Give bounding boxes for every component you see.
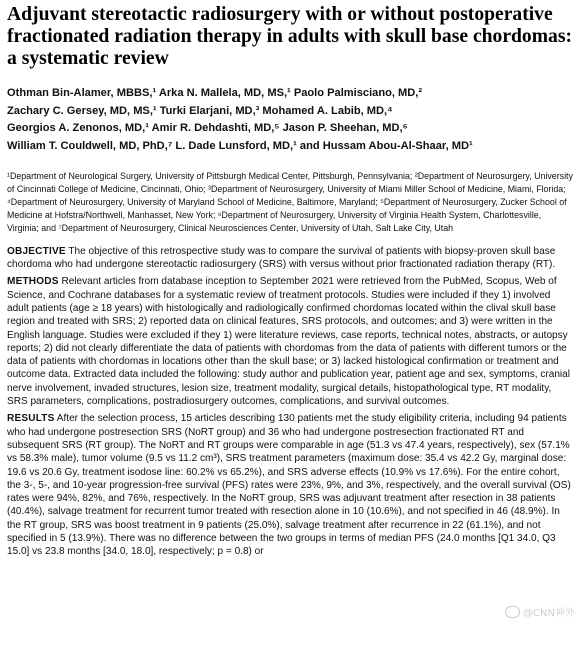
watermark-logo-icon (505, 606, 520, 618)
methods-text: Relevant articles from database inception to September 2021 were retrieved from the PubMed, Scopus, Web of Science, and Cochrane databases for a systematic review of treatment protocols. Studies were included if they 1) involved adult patients (age ≥ 18 years) with histologically and radiologically confirmed chordomas located within the clival skull base region and treated with SRS; 2) reported data on clinical features, SRS protocols, and outcomes; and 3) were written in the English language. Studies were excluded if they 1) were literature reviews, case reports, technical notes, abstracts, or autopsy reports; 2) did not clearly differentiate the data of patients with chordomas from the data of patients with different tumors or the data of patients with chordomas in locations other than the skull base; or 3) lacked histological confirmation or treatment and outcome data. Extracted data included the following: study author and publication year, patient age and sex, symptoms, cranial nerve involvement, invaded structures, lesion size, treatment modality, surgical details, histopathological type, RT modality, SRS parameters, complications, postradiosurgery outcomes, complications, and survival outcomes. (7, 276, 570, 408)
results-text: After the selection process, 15 articles describing 130 patients met the study eligibility criteria, including 94 patients who had undergone postresection SRS (NoRT group) and 36 who had undergone postresection fractionated RT and subsequent SRS (RT group). The NoRT and RT groups were comparable in age (51.3 vs 47.4 years, respectively), sex (57.1% vs 58.3% male), tumor volume (9.5 vs 11.2 cm³), SRS treatment parameters (maximum dose: 35.4 vs 42.2 Gy, marginal dose: 19.6 vs 20.6 Gy, treatment isodose line: 60.2% vs 65.2%), and SRS adverse effects (10.9% vs 17.6%). For the entire cohort, the 3-, 5-, and 10-year progression-free survival (PFS) rates were 23%, 9%, and 3%, respectively, and the overall survival (OS) rates were 94%, 82%, and 76%, respectively. In the NoRT group, SRS was adjuvant treatment after resection in 38 patients (40.4%), salvage treatment for recurrent tumor treated with resection alone in 10 (10.6%), and not specified in 46 (48.9%). In the RT group, SRS was boost treatment in 9 patients (25.0%), salvage treatment after recurrence in 22 (61.1%), and not specified in 5 (13.9%). There was no difference between the two groups in terms of median PFS (24.0 months [Q1 34.0, Q3 15.0] vs 23.8 months [34.0, 18.0], respectively; p = 0.8) or (7, 413, 571, 558)
methods-label: METHODS (7, 276, 59, 288)
objective-section (7, 245, 573, 272)
paper-page (7, 4, 573, 562)
author-line: Othman Bin-Alamer, MBBS,¹ Arka N. Mallela, MD, MS,¹ Paolo Palmisciano, MD,² (7, 87, 423, 99)
watermark (505, 604, 575, 619)
results-label: RESULTS (7, 413, 55, 425)
objective-label: OBJECTIVE (7, 245, 66, 257)
affiliations: ¹Department of Neurological Surgery, University of Pittsburgh Medical Center, Pittsburgh, Pennsylvania; ²Department of Neurosurgery, University of Cincinnati College of Medicine, Cincinnati, Ohio; ³Department of Neurosurgery, University of Miami Miller School of Medicine, Miami, Florida; ⁴Department of Neurosurgery, University of Maryland School of Medicine, Baltimore, Maryland; ⁵Department of Neurosurgery, Zucker School of Medicine at Hofstra/Northwell, Manhasset, New York; ⁶Department of Neurosurgery, University of Virginia Health System, Charlottesville, Virginia; and ⁷Department of Neurosurgery, Clinical Neurosciences Center, University of Utah, Salt Lake City, Utah (7, 170, 573, 233)
author-line: Zachary C. Gersey, MD, MS,¹ Turki Elarjani, MD,³ Mohamed A. Labib, MD,⁴ (7, 104, 393, 117)
author-line: William T. Couldwell, MD, PhD,⁷ L. Dade Lunsford, MD,¹ and Hussam Abou-Al-Shaar, MD¹ (7, 140, 473, 153)
author-line: Georgios A. Zenonos, MD,¹ Amir R. Dehdashti, MD,⁵ Jason P. Sheehan, MD,⁶ (7, 122, 408, 135)
author-list (7, 85, 573, 156)
objective-text: The objective of this retrospective study was to compare the survival of patients with biopsy-proven skull base chordoma who had undergone stereotactic radiosurgery (SRS) with versus without prior fractionated radiation therapy (RT). (7, 245, 556, 271)
methods-section (7, 275, 573, 408)
paper-title: Adjuvant stereotactic radiosurgery with or without postoperative fractionated radiation therapy in adults with skull base chordomas: a systematic review (7, 4, 572, 69)
results-section (7, 412, 573, 558)
watermark-text: @CNN神外 (523, 608, 575, 619)
